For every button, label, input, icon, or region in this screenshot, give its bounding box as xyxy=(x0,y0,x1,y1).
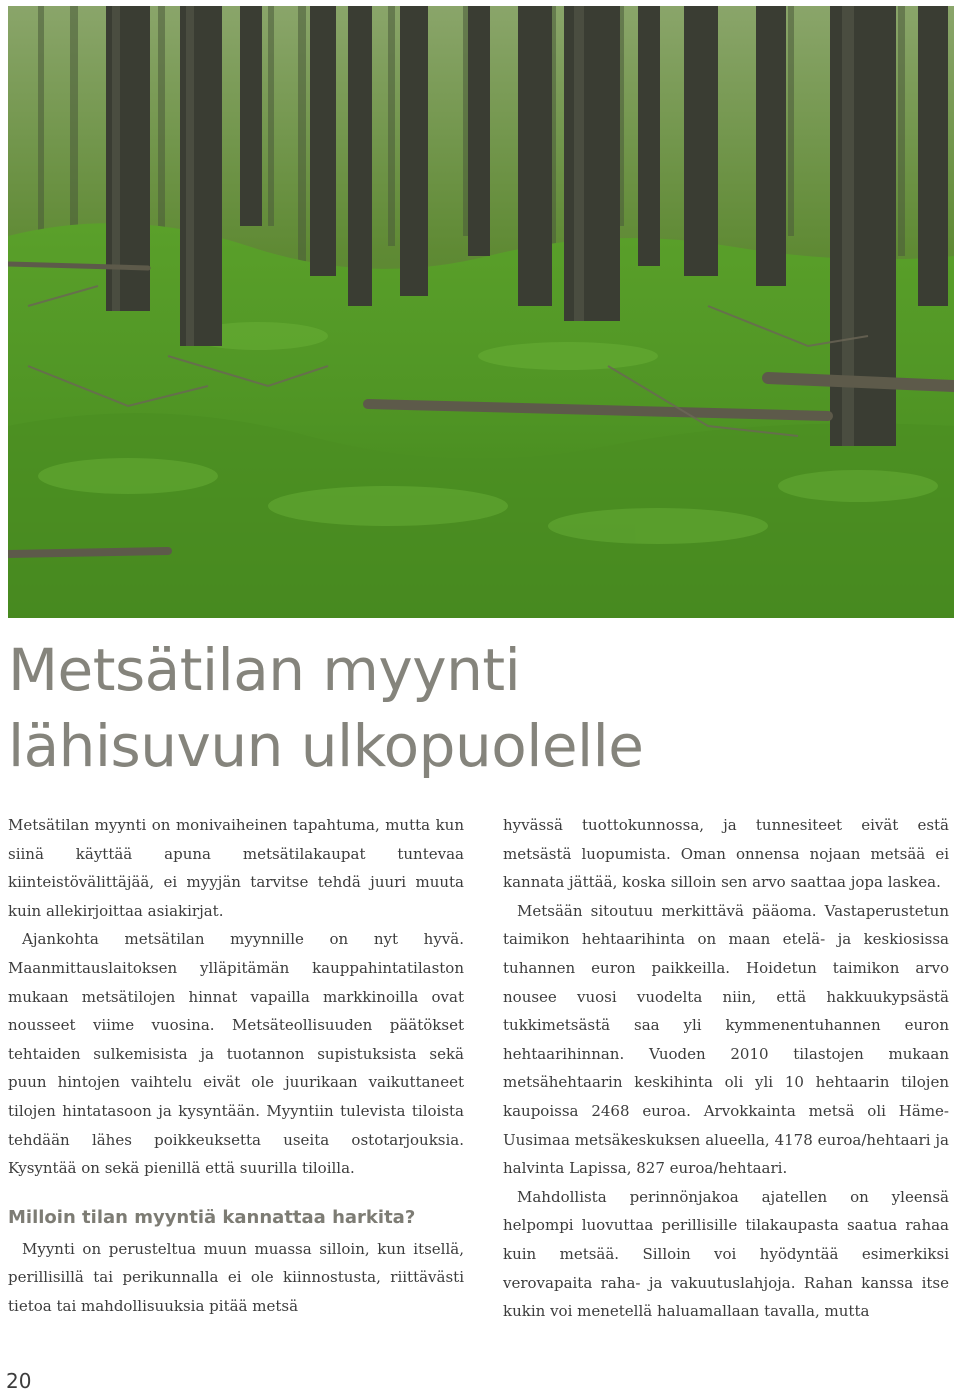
paragraph: Myynti on perusteltua muun muassa silloin, kun itsellä, perillisillä tai perikunnalla ei ole kiinnostusta, riittävästi tietoa tai mahdollisuuksia pitää metsä xyxy=(8,1239,464,1315)
paragraph: hyvässä tuottokunnossa, ja tunnesiteet eivät estä metsästä luopumista. Oman onnensa nojaan metsää ei kannata jättää, koska silloin sen arvo saattaa jopa laskea. xyxy=(503,816,949,892)
paragraph: Metsään sitoutuu merkittävä pääoma. Vastaperustetun taimikon hehtaarihinta on maan etelä- ja keskiosissa tuhannen euron paikkeilla. Hoidetun taimikon arvo nousee vuosi vuodelta niin, että hakkuukypsästä tukkimetsästä saa yli kymmenentuhannen euron hehtaarihinnan. Vuoden 2010 tilastojen mukaan metsähehtaarin keskihinta oli yli 10 hehtaarin tilojen kaupoissa 2468 euroa. Arvokkainta metsä oli Häme-Uusimaa metsäkeskuksen alueella, 4178 euroa/hehtaari ja halvinta Lapissa, 827 euroa/hehtaari. xyxy=(503,901,949,1178)
right-column xyxy=(503,811,949,1326)
page-number: 20 xyxy=(6,1369,32,1393)
title-line-2: lähisuvun ulkopuolelle xyxy=(8,712,644,780)
paragraph: Metsätilan myynti on monivaiheinen tapahtuma, mutta kun siinä käyttää apuna metsätilakaupat tuntevaa kiinteistövälittäjää, ei myyjän tarvitse tehdä juuri muuta kuin allekirjoittaa asiakirjat. xyxy=(8,816,464,920)
forest-illustration xyxy=(8,6,954,618)
forest-photo xyxy=(8,6,954,618)
left-column xyxy=(8,811,464,1321)
paragraph: Ajankohta metsätilan myynnille on nyt hyvä. Maanmittauslaitoksen ylläpitämän kauppahintatilaston mukaan metsätilojen hinnat vapailla markkinoilla ovat nousseet viime vuosina. Metsäteollisuuden päätökset tehtaiden sulkemisista ja tuotannon supistuksista sekä puun hintojen vaihtelu eivät ole juurikaan vaikuttaneet tilojen hintatasoon ja kysyntään. Myyntiin tulevista tiloista tehdään lähes poikkeuksetta useita ostotarjouksia. Kysyntää on sekä pienillä että suurilla tiloilla. xyxy=(8,930,464,1178)
title-line-1: Metsätilan myynti xyxy=(8,636,521,704)
section-subheading: Milloin tilan myyntiä kannattaa harkita? xyxy=(8,1206,416,1228)
paragraph: Mahdollista perinnönjakoa ajatellen on yleensä helpompi luovuttaa perillisille tilakaupasta saatua rahaa kuin metsää. Silloin voi hyödyntää esimerkiksi verovapaita raha- ja vakuutuslahjoja. Rahan kanssa itse kukin voi menetellä haluamallaan tavalla, mutta xyxy=(503,1187,949,1321)
article-title xyxy=(8,632,948,784)
